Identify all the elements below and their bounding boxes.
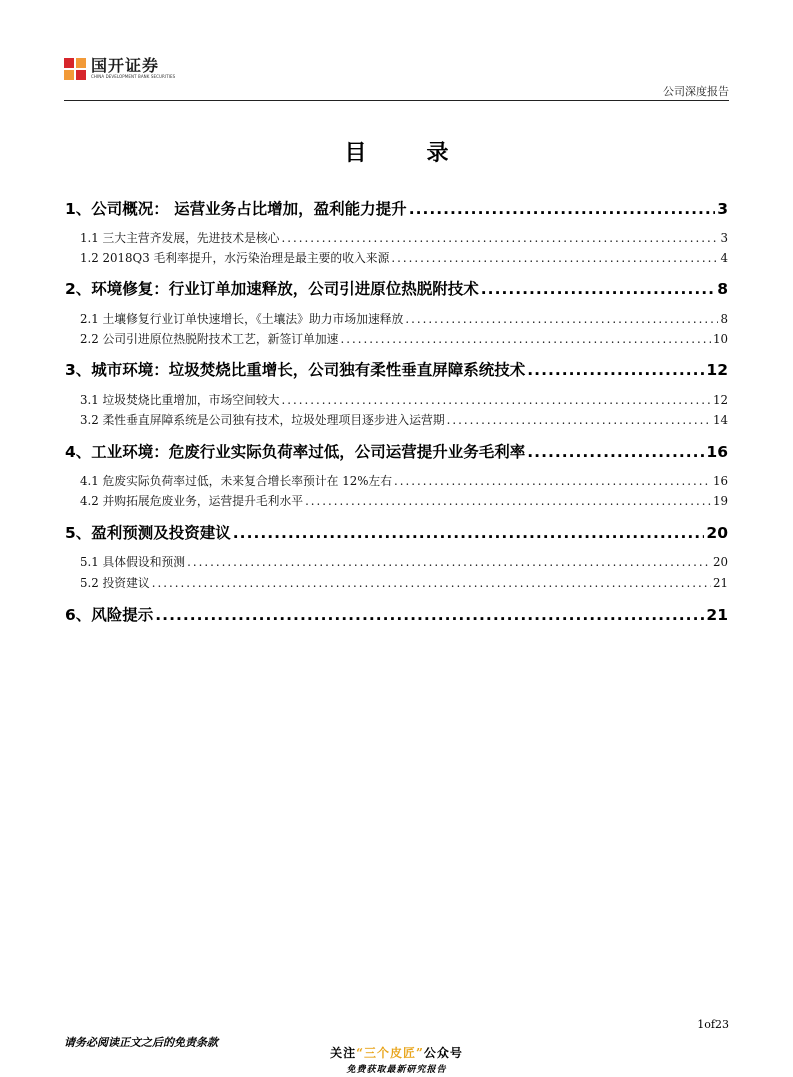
toc-entry-2-1[interactable] bbox=[80, 310, 728, 327]
promo-prefix: 关注 bbox=[330, 1046, 357, 1060]
toc-entry-page: 8 bbox=[720, 312, 728, 326]
toc-leader bbox=[152, 576, 711, 590]
toc-entry-label: 4.1 危废实际负荷率过低，未来复合增长率预计在 12%左右 bbox=[80, 474, 393, 488]
toc-entry-label: 4.2 并购拓展危废业务，运营提升毛利水平 bbox=[80, 494, 304, 508]
toc-entry-page: 16 bbox=[706, 443, 728, 461]
toc-entry-page: 12 bbox=[712, 393, 728, 407]
toc-leader bbox=[340, 332, 711, 346]
toc-entry-4-2[interactable] bbox=[80, 492, 728, 509]
toc-entry-4-1[interactable] bbox=[80, 472, 728, 489]
toc-leader bbox=[305, 494, 711, 508]
report-type: 公司深度报告 bbox=[663, 85, 729, 98]
toc-entry-1-2[interactable] bbox=[80, 249, 728, 266]
toc-leader bbox=[527, 361, 704, 379]
disclaimer-text: 请务必阅读正文之后的免责条款 bbox=[64, 1036, 218, 1049]
toc-leader bbox=[281, 393, 711, 407]
toc-entry-page: 20 bbox=[712, 555, 728, 569]
header-divider bbox=[64, 100, 729, 101]
toc-entry-4[interactable] bbox=[65, 440, 728, 462]
toc-leader bbox=[481, 280, 715, 298]
toc-entry-label: 2.2 公司引进原位热脱附技术工艺，新签订单加速 bbox=[80, 332, 339, 346]
toc-entry-label: 6、风险提示 bbox=[65, 606, 154, 624]
logo-name-en: CHINA DEVELOPMENT BANK SECURITIES bbox=[91, 74, 176, 79]
toc-entry-5[interactable] bbox=[65, 521, 728, 543]
company-logo bbox=[64, 57, 175, 80]
toc-entry-page: 21 bbox=[706, 606, 728, 624]
toc-entry-page: 19 bbox=[712, 494, 728, 508]
toc-entry-page: 3 bbox=[720, 231, 728, 245]
toc-entry-label: 1.2 2018Q3 毛利率提升，水污染治理是最主要的收入来源 bbox=[80, 251, 390, 265]
toc-entry-label: 4、工业环境：危废行业实际负荷率过低，公司运营提升业务毛利率 bbox=[65, 443, 526, 461]
toc-entry-page: 3 bbox=[717, 200, 728, 218]
footer-promo bbox=[0, 1044, 793, 1061]
toc-leader bbox=[405, 312, 718, 326]
toc-entry-1-1[interactable] bbox=[80, 229, 728, 246]
toc-leader bbox=[409, 200, 716, 218]
toc-entry-3-1[interactable] bbox=[80, 391, 728, 408]
toc-entry-page: 4 bbox=[720, 251, 728, 265]
toc-entry-label: 5、盈利预测及投资建议 bbox=[65, 524, 231, 542]
toc-entry-3[interactable] bbox=[65, 358, 728, 380]
toc-entry-page: 14 bbox=[712, 413, 728, 427]
promo-highlight: “三个皮匠” bbox=[356, 1046, 424, 1060]
toc-entry-label: 1、公司概况： 运营业务占比增加，盈利能力提升 bbox=[65, 200, 407, 218]
toc-entry-5-2[interactable] bbox=[80, 574, 728, 591]
promo-subtext: 免费获取最新研究报告 bbox=[346, 1065, 447, 1075]
toc-entry-1[interactable] bbox=[65, 197, 728, 219]
toc-leader bbox=[281, 231, 718, 245]
toc-entry-label: 1.1 三大主营齐发展，先进技术是核心 bbox=[80, 231, 280, 245]
toc-entry-page: 10 bbox=[712, 332, 728, 346]
toc-leader bbox=[394, 474, 711, 488]
toc-entry-page: 21 bbox=[712, 576, 728, 590]
toc-leader bbox=[155, 606, 704, 624]
toc-leader bbox=[187, 555, 711, 569]
logo-name: 国开证券 bbox=[91, 56, 160, 75]
toc-entry-page: 12 bbox=[706, 361, 728, 379]
toc-entry-page: 20 bbox=[706, 524, 728, 542]
toc-entry-6[interactable] bbox=[65, 603, 728, 625]
toc-entry-page: 8 bbox=[717, 280, 728, 298]
toc-entry-label: 3、城市环境：垃圾焚烧比重增长，公司独有柔性垂直屏障系统技术 bbox=[65, 361, 526, 379]
toc-entry-label: 3.1 垃圾焚烧比重增加，市场空间较大 bbox=[80, 393, 280, 407]
toc-entry-2-2[interactable] bbox=[80, 330, 728, 347]
toc-leader bbox=[527, 443, 704, 461]
toc-title: 目录 bbox=[344, 141, 509, 166]
toc-entry-3-2[interactable] bbox=[80, 411, 728, 428]
toc-entry-label: 5.2 投资建议 bbox=[80, 576, 150, 590]
toc-entry-page: 16 bbox=[712, 474, 728, 488]
promo-suffix: 公众号 bbox=[423, 1046, 463, 1060]
logo-mark-icon bbox=[64, 58, 86, 80]
toc-entry-5-1[interactable] bbox=[80, 553, 728, 570]
page-number: 1of23 bbox=[697, 1018, 729, 1031]
toc-leader bbox=[447, 413, 711, 427]
toc-entry-label: 2、环境修复：行业订单加速释放，公司引进原位热脱附技术 bbox=[65, 280, 479, 298]
toc-entry-label: 5.1 具体假设和预测 bbox=[80, 555, 186, 569]
toc-leader bbox=[391, 251, 718, 265]
toc-entry-label: 3.2 柔性垂直屏障系统是公司独有技术，垃圾处理项目逐步进入运营期 bbox=[80, 413, 445, 427]
toc-entry-2[interactable] bbox=[65, 277, 728, 299]
toc-leader bbox=[233, 524, 705, 542]
toc-entry-label: 2.1 土壤修复行业订单快速增长，《土壤法》助力市场加速释放 bbox=[80, 312, 404, 326]
